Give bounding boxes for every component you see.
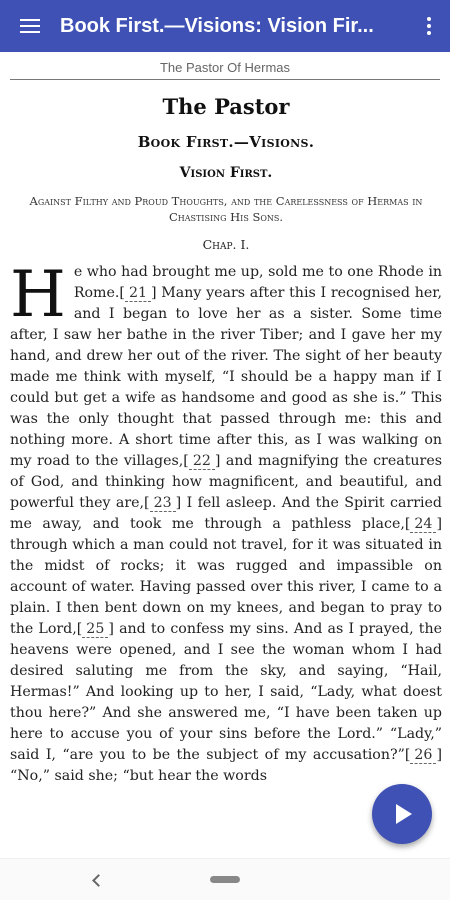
running-header: The Pastor Of Hermas (10, 58, 440, 80)
book-title: The Pastor (162, 94, 290, 119)
text-segment: e who had brought me up, sold me to one Rhode in Rome.[ (73, 264, 442, 301)
menu-button[interactable] (0, 0, 60, 52)
chapter-text (10, 258, 442, 787)
text-segment: ] and to confess my sins. And as I prayed, the heavens were opened, and I see the woman whom I had desired saluting me from the sky, and saying, “Hail, Hermas!” And looking up to her, I said, “Lady, what doest thou here?” And she answered me, “I have been taken up here to accuse you of your sins before the Lord.” “Lady,” said I, “are you to be the subject of my accusation?”[ (10, 621, 442, 763)
footnote-link-26[interactable]: 26 (410, 747, 436, 764)
footnote-link-21[interactable]: 21 (125, 285, 151, 302)
vision-subtitle: Against Filthy and Proud Thoughts, and the Carelessness of Hermas in Chastising His Sons. (29, 194, 423, 224)
more-vertical-icon (427, 17, 431, 35)
footnote-link-24[interactable]: 24 (410, 516, 436, 533)
play-button[interactable] (372, 784, 432, 844)
text-segment: ] Many years after this I recognised her, and I began to love her as a sister. Some time after, I saw her bathe in the river Tiber; and I gave her my hand, and drew her out of the river. The sight of her beauty made me think with myself, “I should be a happy man if I could but get a wife as handsome and good as she is.” This was the only thought that passed through me: this and nothing more. A short time after this, as I was walking on my road to the villages,[ (10, 285, 442, 469)
book-heading: Book First.—Visions. (137, 133, 315, 151)
home-pill-icon[interactable] (210, 876, 240, 883)
text-segment: ] through which a man could not travel, for it was situated in the midst of rocks; it was rugged and impassible on account of water. Having passed over this river, I came to a plain. I then bent down on my knees, and began to pray to the Lord,[ (10, 516, 442, 637)
footnote-link-22[interactable]: 22 (189, 453, 215, 470)
text-segment: ] I fell asleep. And the Spirit carried me away, and took me through a pathless place,[ (10, 495, 442, 532)
more-options-button[interactable] (408, 0, 450, 52)
back-chevron-icon[interactable] (90, 871, 106, 889)
footnote-link-23[interactable]: 23 (150, 495, 176, 512)
vision-heading: Vision First. (179, 165, 273, 181)
drop-cap: H (10, 258, 66, 332)
text-segment: ] “No,” said she; “but hear the words (10, 747, 442, 784)
chapter-heading: Chap. I. (202, 237, 250, 252)
text-segment: ] and magnifying the creatures of God, and thinking how magnificent, and beautiful, and powerful they are,[ (10, 453, 442, 511)
play-icon (396, 804, 412, 824)
footnote-link-25[interactable]: 25 (82, 621, 108, 638)
page-title: Book First.—Visions: Vision Fir... (60, 14, 374, 37)
system-nav-bar (0, 858, 450, 900)
app-bar (0, 0, 450, 52)
hamburger-menu-icon (20, 19, 40, 33)
reader-content[interactable] (10, 86, 442, 856)
